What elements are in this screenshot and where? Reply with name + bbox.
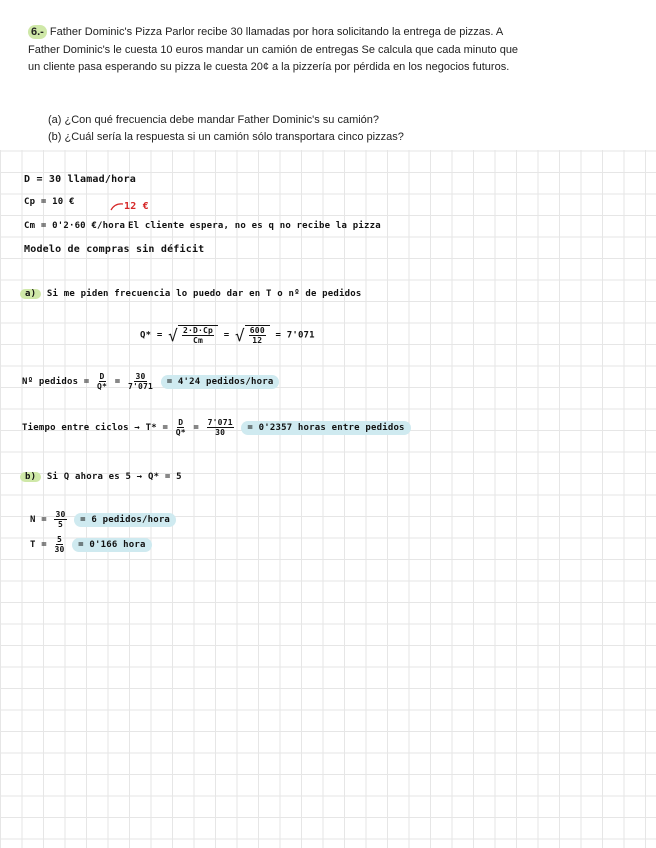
- question-b: (b) ¿Cuál sería la respuesta si un camión sólo transportara cinco pizzas?: [48, 131, 404, 143]
- orders-formula: Nº pedidos = $\frac{D}{Q*}$ = $\frac{30}{7'071}$ = 4'24 pedidos/hora: [22, 372, 279, 391]
- sqrt-2: √ $\frac{600}{12}$: [235, 325, 270, 345]
- part-b-time: T = $\frac{5}{30}$ = 0'166 hora: [30, 535, 152, 554]
- model-line: Modelo de compras sin déficit: [24, 244, 205, 255]
- orders-result: = 4'24 pedidos/hora: [161, 375, 280, 389]
- problem-number: 6.-: [28, 25, 47, 39]
- cycle-time-result: = 0'2357 horas entre pedidos: [241, 421, 410, 435]
- part-b-label: b): [20, 472, 41, 482]
- eoq-result: = 7'071: [275, 330, 315, 341]
- part-b-orders-result: = 6 pedidos/hora: [74, 513, 176, 527]
- holding-cost-line: Cm = 0'2·60 €/hora: [24, 221, 126, 231]
- holding-cost-comment: El cliente espera, no es q no recibe la pizza: [128, 221, 381, 231]
- problem-text: Father Dominic's Pizza Parlor recibe 30 llamadas por hora solicitando la entrega de pizzas. A Father Dominic's le cuesta 10 euros mandar un camión de entregas Se calcula que cada minuto que un cliente pasa esperando su pizza le cuesta 20¢ a la pizzería por pérdida en los negocios futuros.: [28, 26, 519, 73]
- part-a-label: a): [20, 289, 41, 299]
- order-cost-line: Cp = 10 €: [24, 197, 75, 207]
- red-arrow-icon: [110, 201, 124, 211]
- part-b-intro: Si Q ahora es 5 → Q* = 5: [46, 472, 182, 482]
- sqrt-1: √ $\frac{2\cdot D\cdot Cp}{Cm}$: [168, 325, 218, 345]
- question-a: (a) ¿Con qué frecuencia debe mandar Father Dominic's su camión?: [48, 114, 380, 126]
- part-b-orders: N = $\frac{30}{5}$ = 6 pedidos/hora: [30, 510, 176, 529]
- part-a-intro: Si me piden frecuencia lo puedo dar en T o nº de pedidos: [46, 289, 362, 299]
- eoq-formula: Q* = √ $\frac{2\cdot D\cdot Cp}{Cm}$ = √ $\frac{600}{12}$ = 7'071: [140, 325, 315, 345]
- red-correction: 12 €: [110, 201, 149, 212]
- demand-line: D = 30 llamad/hora: [24, 174, 136, 185]
- cycle-time-formula: Tiempo entre ciclos → T* = $\frac{D}{Q*}$ = $\frac{7'071}{30}$ = 0'2357 horas entre pedidos: [22, 418, 411, 437]
- part-b-time-result: = 0'166 hora: [72, 538, 151, 552]
- part-a-intro-row: [20, 289, 362, 299]
- part-b-intro-row: [20, 472, 182, 482]
- problem-statement: [28, 24, 533, 77]
